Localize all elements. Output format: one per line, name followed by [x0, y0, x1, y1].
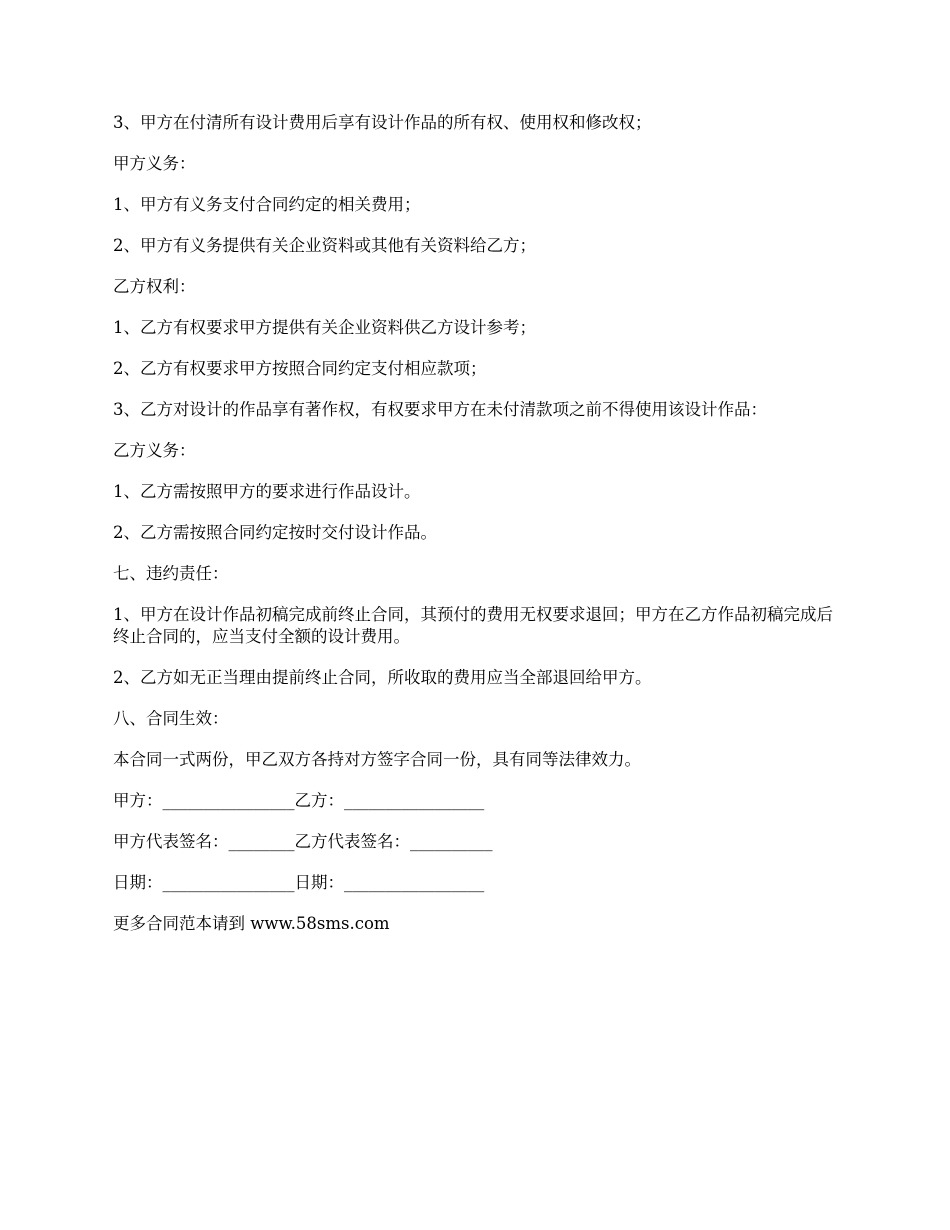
heading-party-a-obligations: 甲方义务：: [113, 154, 196, 173]
heading-contract-effective: 八、合同生效：: [113, 709, 229, 728]
clause-contract-copies: 本合同一式两份，甲乙双方各持对方签字合同一份，具有同等法律效力。: [113, 750, 641, 769]
signature-representatives-line: 甲方代表签名：________乙方代表签名：__________: [113, 832, 493, 851]
heading-party-b-rights: 乙方权利：: [113, 277, 196, 296]
signature-parties-line: 甲方：________________乙方：_________________: [113, 791, 485, 810]
signature-date-line: 日期：________________日期：_________________: [113, 873, 485, 892]
clause-breach-1: 1、甲方在设计作品初稿完成前终止合同，其预付的费用无权要求退回；甲方在乙方作品初稿完成后终止合同的，应当支付全额的设计费用。: [113, 605, 833, 646]
heading-party-b-obligations: 乙方义务：: [113, 441, 196, 460]
clause-party-b-obligation-1: 1、乙方需按照甲方的要求进行作品设计。: [113, 482, 421, 501]
clause-party-b-right-1: 1、乙方有权要求甲方提供有关企业资料供乙方设计参考；: [113, 318, 536, 337]
clause-party-a-right-3: 3、甲方在付清所有设计费用后享有设计作品的所有权、使用权和修改权；: [113, 113, 652, 132]
clause-party-a-obligation-2: 2、甲方有义务提供有关企业资料或其他有关资料给乙方；: [113, 236, 536, 255]
document-body: [113, 112, 848, 954]
clause-party-b-right-3: 3、乙方对设计的作品享有著作权，有权要求甲方在未付清款项之前不得使用该设计作品：: [113, 400, 767, 419]
clause-breach-2: 2、乙方如无正当理由提前终止合同，所收取的费用应当全部退回给甲方。: [113, 668, 652, 687]
clause-party-b-right-2: 2、乙方有权要求甲方按照合同约定支付相应款项；: [113, 359, 487, 378]
footer-more-templates: 更多合同范本请到 www.58sms.com: [113, 914, 390, 933]
heading-breach-liability: 七、违约责任：: [113, 564, 229, 583]
clause-party-a-obligation-1: 1、甲方有义务支付合同约定的相关费用；: [113, 195, 421, 214]
clause-party-b-obligation-2: 2、乙方需按照合同约定按时交付设计作品。: [113, 523, 437, 542]
